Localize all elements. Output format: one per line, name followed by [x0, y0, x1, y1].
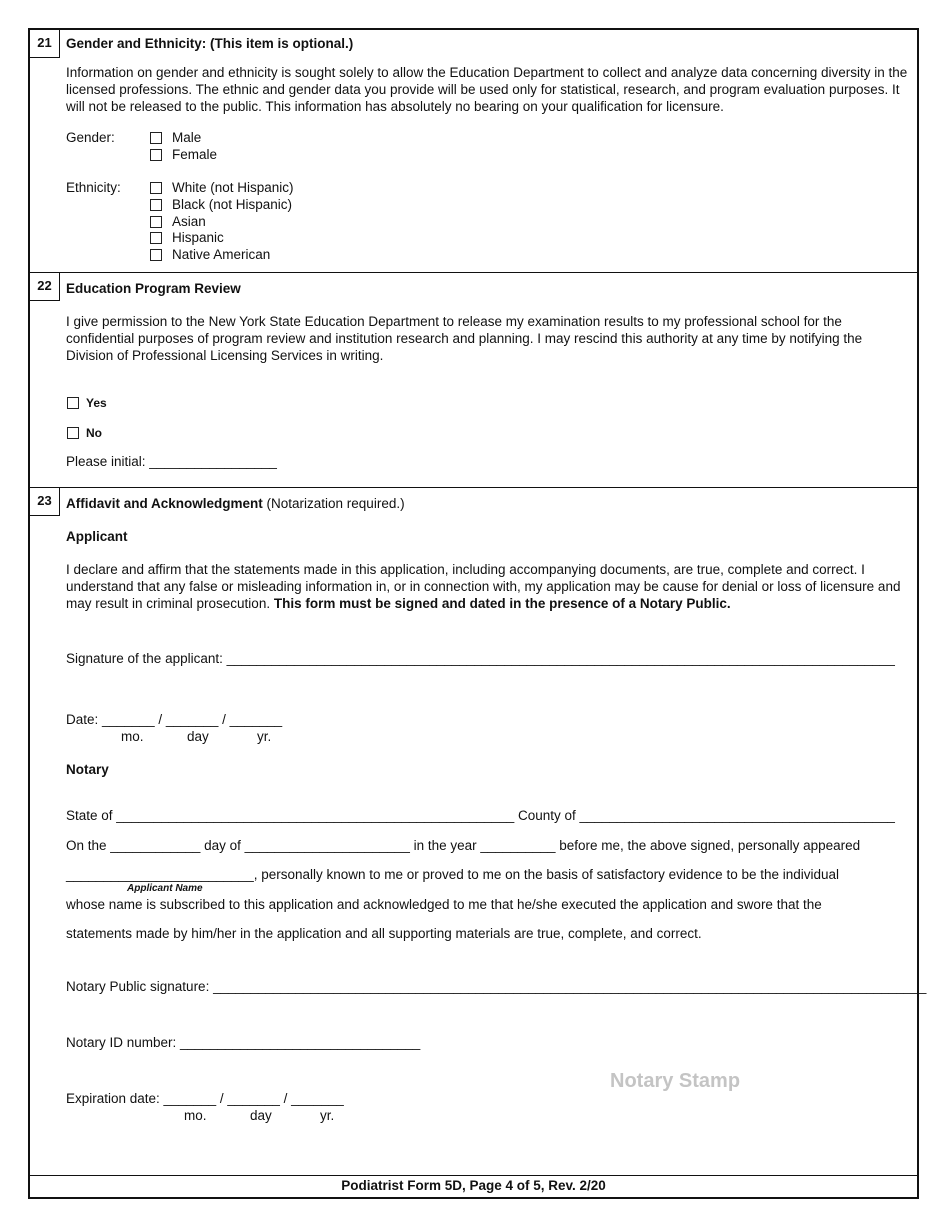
section-23-title-note: (Notarization required.) [262, 496, 405, 511]
section-divider [30, 272, 917, 273]
affidavit-text: I declare and affirm that the statements made in this application, including accompanying documents, are true, complete and correct. I understand that any false or misleading information in, or in connection with, my application may be cause for denial or loss of licensure and may result in criminal prosecution. [66, 562, 901, 611]
affidavit-paragraph [66, 562, 912, 612]
ethnicity-native-american-checkbox[interactable] [150, 249, 162, 261]
section-22-paragraph: I give permission to the New York State Education Department to release my examination results to my professional school for the confidential purposes of program review and institution research and planning. I may rescind this authority at any time by notifying the Division of Professional Licensing Services in writing. [66, 314, 863, 363]
section-22-title: Education Program Review [66, 281, 241, 296]
ethnicity-label: Ethnicity: [66, 180, 121, 195]
ethnicity-asian-label: Asian [172, 214, 206, 229]
review-no-checkbox[interactable] [67, 427, 79, 439]
form-footer: Podiatrist Form 5D, Page 4 of 5, Rev. 2/20 [30, 1175, 917, 1197]
review-yes-checkbox[interactable] [67, 397, 79, 409]
section-21-number: 21 [30, 30, 60, 58]
ethnicity-native-american-label: Native American [172, 247, 271, 262]
ethnicity-black-label: Black (not Hispanic) [172, 197, 293, 212]
ethnicity-hispanic-label: Hispanic [172, 230, 224, 245]
section-divider [30, 487, 917, 488]
gender-male-checkbox[interactable] [150, 132, 162, 144]
applicant-signature-field[interactable]: Signature of the applicant: _________________________________________________________________________________________ [66, 651, 895, 666]
gender-male-label: Male [172, 130, 202, 145]
exp-day-caption: day [250, 1108, 272, 1123]
section-21-title: Gender and Ethnicity: (This item is optional.) [66, 36, 354, 51]
section-23-title: Affidavit and Acknowledgment [66, 496, 263, 511]
notary-heading: Notary [66, 762, 109, 777]
applicant-name-field[interactable]: _________________________, personally known to me or proved to me on the basis of satisfactory evidence to be the individual [66, 867, 840, 882]
please-initial-field[interactable]: Please initial: _________________ [66, 454, 277, 469]
review-no-label: No [86, 426, 102, 440]
date-day-caption: day [187, 729, 209, 744]
gender-female-label: Female [172, 147, 218, 162]
form-page [28, 28, 927, 1199]
appearance-date-field[interactable]: On the ____________ day of ______________________ in the year __________ before me, the above signed, personally appeared [66, 838, 861, 853]
date-mo-caption: mo. [121, 729, 144, 744]
section-23-title-row [66, 496, 405, 512]
review-yes-label: Yes [86, 396, 107, 410]
state-county-field[interactable]: State of _____________________________________________________ County of __________________________________________ [66, 808, 895, 823]
ethnicity-black-checkbox[interactable] [150, 199, 162, 211]
affidavit-notary-notice: This form must be signed and dated in the presence of a Notary Public. [273, 595, 731, 611]
notary-stamp-placeholder: Notary Stamp [610, 1070, 741, 1092]
notary-id-field[interactable]: Notary ID number: ________________________________ [66, 1035, 421, 1050]
notary-text-line-2: statements made by him/her in the application and all supporting materials are true, complete, and correct. [66, 926, 702, 941]
ethnicity-white-checkbox[interactable] [150, 182, 162, 194]
ethnicity-asian-checkbox[interactable] [150, 216, 162, 228]
section-22-number: 22 [30, 273, 60, 301]
notary-text-line-1: whose name is subscribed to this application and acknowledged to me that he/she executed the application and swore that the [66, 897, 822, 912]
section-21-paragraph: Information on gender and ethnicity is sought solely to allow the Education Department to collect and analyze data concerning diversity in the licensed professions. The ethnic and gender data you provide will be used only for statistical, research, and program evaluation purposes. It will not be released to the public. This information has absolutely no bearing on your qualification for licensure. [66, 65, 908, 114]
section-23-number: 23 [30, 488, 60, 516]
gender-female-checkbox[interactable] [150, 149, 162, 161]
applicant-heading: Applicant [66, 529, 128, 544]
exp-mo-caption: mo. [184, 1108, 207, 1123]
applicant-date-field[interactable]: Date: _______ / _______ / _______ [66, 712, 283, 727]
exp-yr-caption: yr. [320, 1108, 335, 1123]
ethnicity-white-label: White (not Hispanic) [172, 180, 294, 195]
notary-signature-field[interactable]: Notary Public signature: _______________________________________________________________________________________________ [66, 979, 927, 994]
applicant-name-caption: Applicant Name [127, 883, 203, 894]
date-yr-caption: yr. [257, 729, 272, 744]
ethnicity-hispanic-checkbox[interactable] [150, 232, 162, 244]
gender-label: Gender: [66, 130, 115, 145]
expiration-date-field[interactable]: Expiration date: _______ / _______ / _______ [66, 1091, 344, 1106]
